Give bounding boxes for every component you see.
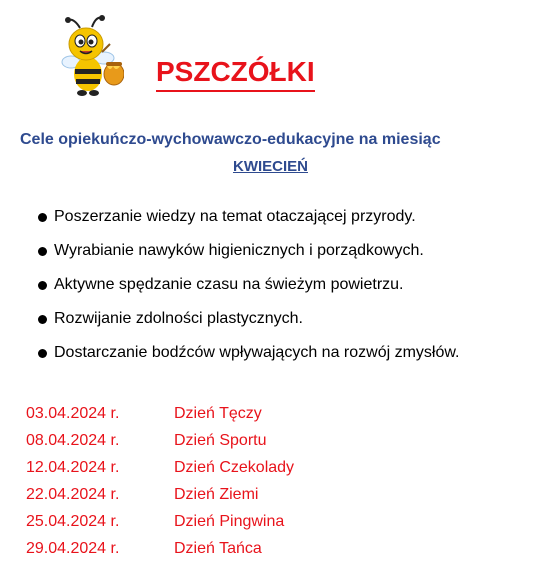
- bullet-icon: [38, 213, 47, 222]
- event-row: [26, 456, 294, 483]
- goal-item: [36, 239, 460, 273]
- event-name: Dzień Tęczy: [174, 405, 262, 422]
- bullet-icon: [38, 247, 47, 256]
- event-row: [26, 537, 294, 564]
- goal-text: Wyrabianie nawyków higienicznych i porządkowych.: [54, 242, 424, 259]
- goals-list: [36, 205, 460, 375]
- event-row: [26, 483, 294, 510]
- goal-text: Dostarczanie bodźców wpływających na rozwój zmysłów.: [54, 344, 460, 361]
- goal-text: Poszerzanie wiedzy na temat otaczającej przyrody.: [54, 208, 416, 225]
- month-label: KWIECIEŃ: [233, 158, 308, 175]
- event-name: Dzień Ziemi: [174, 486, 259, 503]
- event-row: [26, 429, 294, 456]
- event-date: 22.04.2024 r.: [26, 486, 120, 503]
- event-date: 25.04.2024 r.: [26, 513, 120, 530]
- goal-item: [36, 273, 460, 307]
- goal-item: [36, 205, 460, 239]
- event-name: Dzień Tańca: [174, 540, 262, 557]
- goal-text: Aktywne spędzanie czasu na świeżym powietrzu.: [54, 276, 404, 293]
- event-date: 29.04.2024 r.: [26, 540, 120, 557]
- event-name: Dzień Pingwina: [174, 513, 285, 530]
- goals-heading: Cele opiekuńczo-wychowawczo-edukacyjne na miesiąc: [20, 131, 441, 148]
- event-row: [26, 510, 294, 537]
- event-date: 12.04.2024 r.: [26, 459, 120, 476]
- events-list: [26, 402, 294, 564]
- bee-with-honey-pot-icon: [58, 14, 124, 100]
- event-name: Dzień Czekolady: [174, 459, 295, 476]
- goal-text: Rozwijanie zdolności plastycznych.: [54, 310, 303, 327]
- event-date: 08.04.2024 r.: [26, 432, 120, 449]
- bullet-icon: [38, 281, 47, 290]
- event-date: 03.04.2024 r.: [26, 405, 120, 422]
- group-title: PSZCZÓŁKI: [156, 54, 315, 92]
- event-name: Dzień Sportu: [174, 432, 267, 449]
- event-row: [26, 402, 294, 429]
- goal-item: [36, 307, 460, 341]
- bullet-icon: [38, 349, 47, 358]
- goal-item: [36, 341, 460, 375]
- bullet-icon: [38, 315, 47, 324]
